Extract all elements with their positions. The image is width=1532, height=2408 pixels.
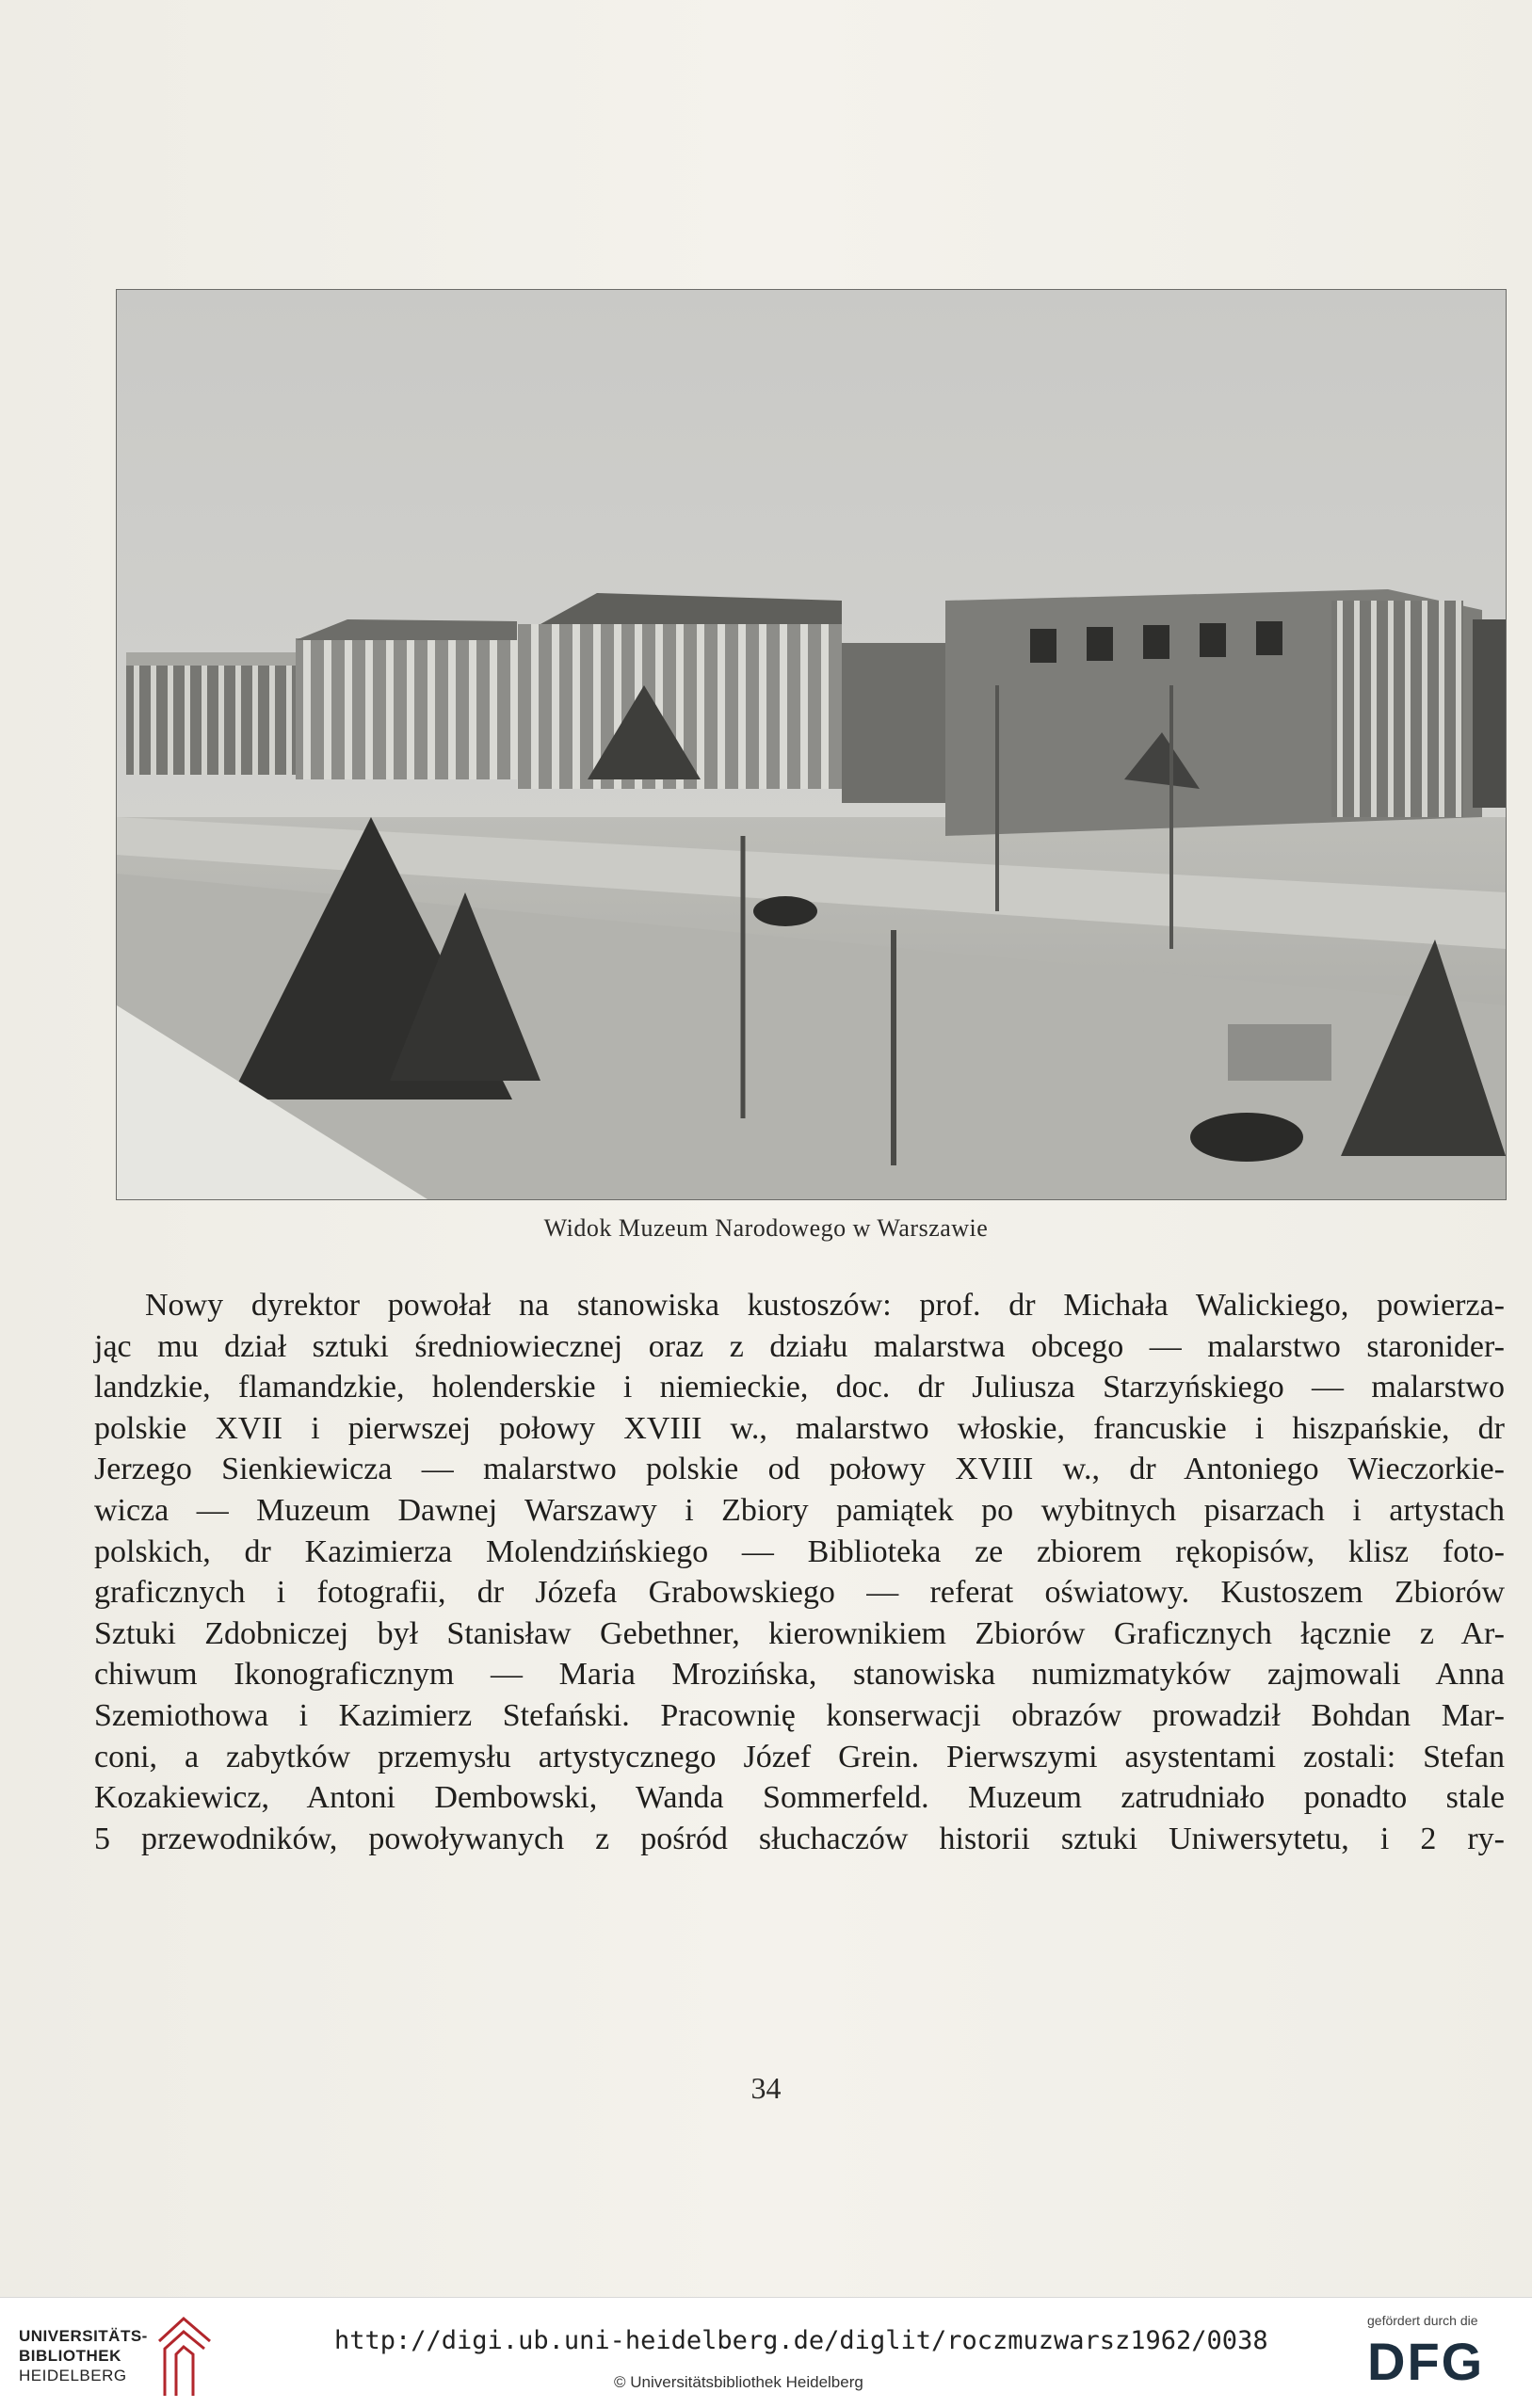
text-line: Szemiothowa i Kazimierz Stefański. Pracownię konserwacji obrazów prowadził Bohdan Mar- (94, 1697, 1505, 1733)
ub-emblem-icon (155, 2313, 214, 2398)
text-line: Nowy dyrektor powołał na stanowiska kustoszów: prof. dr Michała Walickiego, powierza- (145, 1288, 1505, 1323)
text-line: graficznych i fotografii, dr Józefa Grabowskiego — referat oświatowy. Kustoszem Zbiorów (94, 1575, 1505, 1611)
photograph-image (117, 290, 1506, 1199)
text-line: Jerzego Sienkiewicza — malarstwo polskie od połowy XVIII w., dr Antoniego Wieczorkie- (94, 1452, 1505, 1487)
logo-line-1: UNIVERSITÄTS- (19, 2327, 148, 2345)
logo-line-2: BIBLIOTHEK (19, 2347, 121, 2365)
text-line: chiwum Ikonograficznym — Maria Mrozińska, stanowiska numizmatyków zajmowali Anna (94, 1657, 1505, 1693)
text-line: wicza — Muzeum Dawnej Warszawy i Zbiory pamiątek po wybitnych pisarzach i artystach (94, 1492, 1505, 1528)
ub-heidelberg-logo[interactable] (19, 2326, 148, 2385)
photo-caption: Widok Muzeum Narodowego w Warszawie (543, 1214, 989, 1242)
text-line: landzkie, flamandzkie, holenderskie i niemieckie, doc. dr Juliusza Starzyńskiego — malarstwo (94, 1370, 1505, 1405)
text-line: jąc mu dział sztuki średniowiecznej oraz z działu malarstwa obcego — malarstwo staronider- (94, 1328, 1505, 1364)
page-number: 34 (750, 2071, 782, 2105)
funding-label: gefördert durch die (1367, 2313, 1478, 2328)
text-line: 5 przewodników, powoływanych z pośród słuchaczów historii sztuki Uniwersytetu, i 2 ry- (94, 1821, 1505, 1856)
text-line: polskich, dr Kazimierza Molendzińskiego — Biblioteka ze zbiorem rękopisów, klisz foto- (94, 1533, 1505, 1569)
copyright-notice: © Universitätsbibliothek Heidelberg (614, 2373, 863, 2391)
logo-line-3: HEIDELBERG (19, 2367, 127, 2384)
text-line: polskie XVII i pierwszej połowy XVIII w., malarstwo włoskie, francuskie i hiszpańskie, dr (94, 1410, 1505, 1446)
text-line: coni, a zabytków przemysłu artystycznego Józef Grein. Pierwszymi asystentami zostali: Stefan (94, 1739, 1505, 1774)
text-line: Sztuki Zdobniczej był Stanisław Gebethner, kierownikiem Zbiorów Graficznych łącznie z Ar- (94, 1615, 1505, 1651)
footer-bar (0, 2297, 1532, 2408)
source-url-link[interactable]: http://digi.ub.uni-heidelberg.de/diglit/roczmuzwarsz1962/0038 (334, 2326, 1268, 2355)
body-paragraph (94, 1285, 1505, 1859)
text-line: Kozakiewicz, Antoni Dembowski, Wanda Sommerfeld. Muzeum zatrudniało ponadto stale (94, 1780, 1505, 1816)
museum-photograph (117, 290, 1506, 1199)
dfg-logo[interactable]: DFG (1367, 2332, 1485, 2391)
